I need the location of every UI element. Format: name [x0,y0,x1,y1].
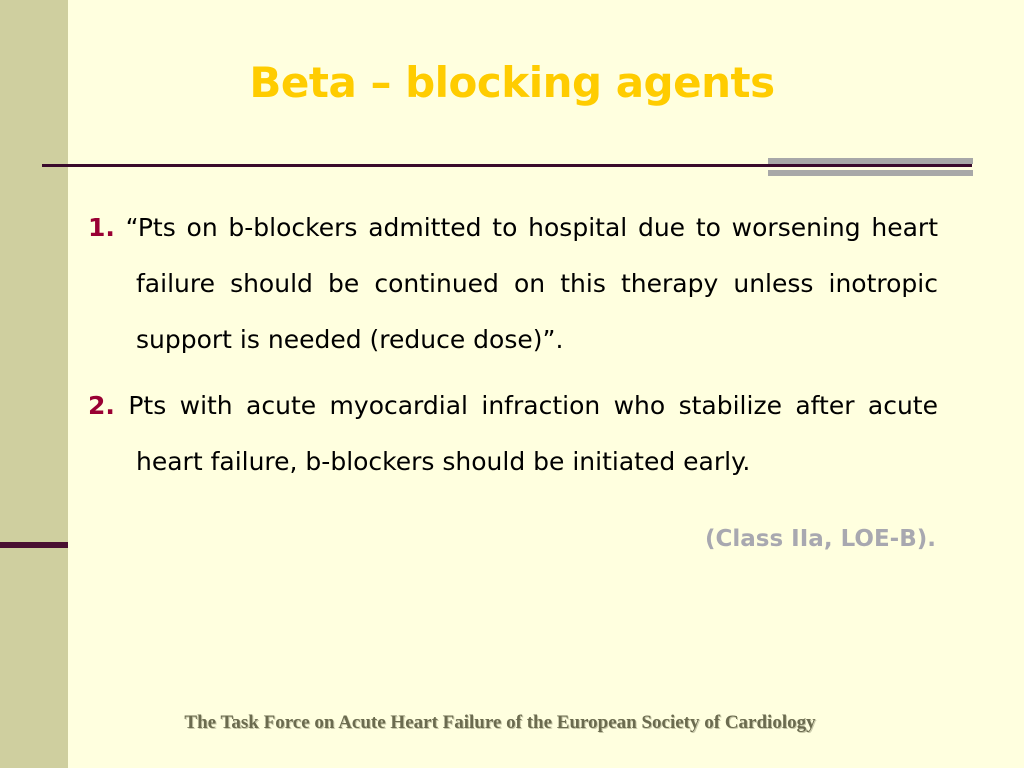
left-accent-bar [0,542,68,548]
slide-body [88,200,938,500]
list-item [88,378,938,490]
divider-accent-bar [768,170,973,176]
left-decorative-band [0,0,68,768]
item-number: 1. [88,213,115,242]
class-of-recommendation: (Class IIa, LOE-B). [705,526,936,552]
item-text: “Pts on b-blockers admitted to hospital due to worsening heart failure should be continued on this therapy unless inotropic support is needed (reduce dose)”. [125,213,938,354]
divider-accent-bar [768,158,973,164]
slide-title: Beta – blocking agents [249,58,775,107]
footer-source: The Task Force on Acute Heart Failure of the European Society of Cardiology [184,712,816,733]
list-item [88,200,938,368]
item-text: Pts with acute myocardial infraction who stabilize after acute heart failure, b-blockers should be initiated early. [128,391,938,476]
divider-accent [768,158,973,178]
item-number: 2. [88,391,115,420]
